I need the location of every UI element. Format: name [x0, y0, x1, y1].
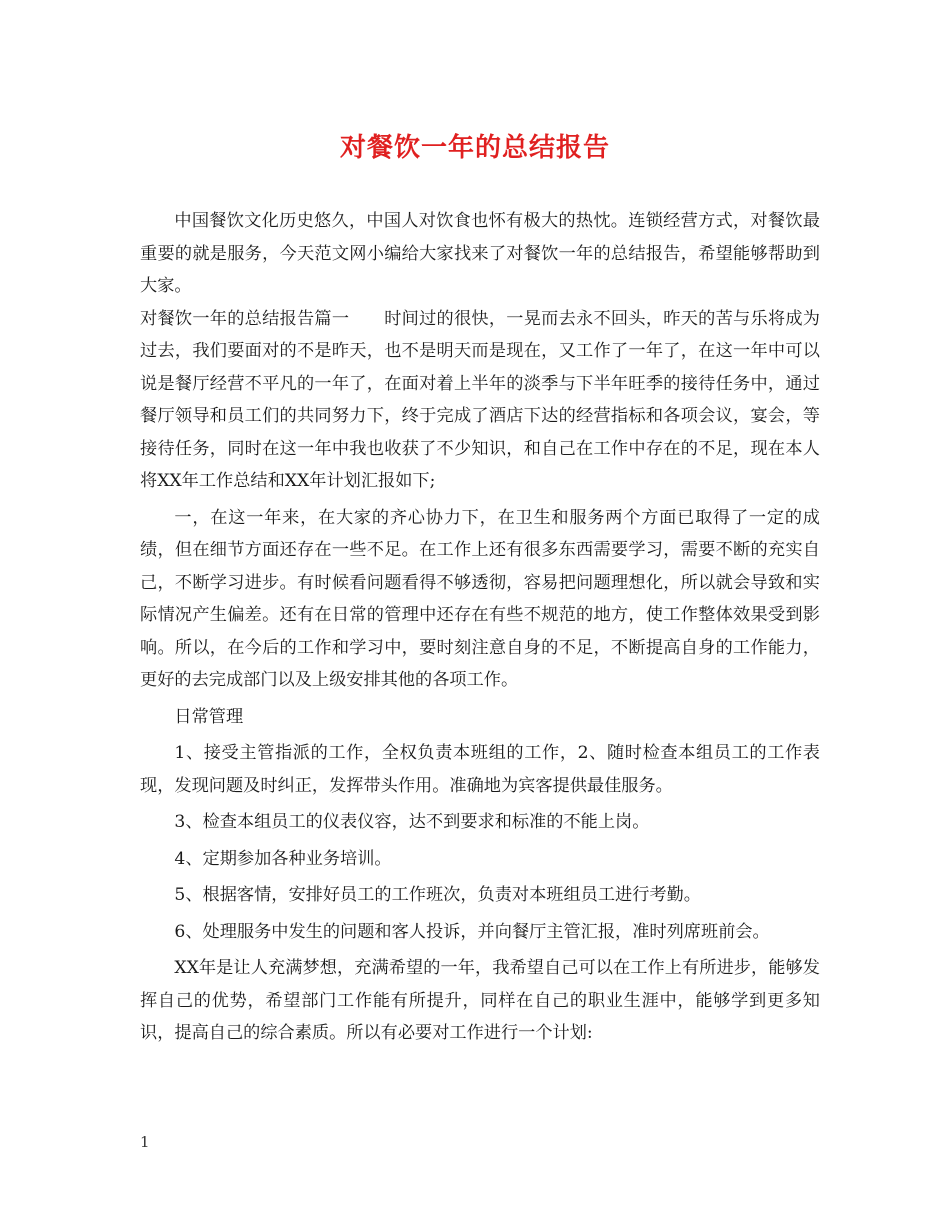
section-one-paragraph: 对餐饮一年的总结报告篇一 时间过的很快，一晃而去永不回头，昨天的苦与乐将成为过去，我们要面对的不是昨天，也不是明天而是现在，又工作了一年了，在这一年中可以说是餐厅经营不平凡的一年了，在面对着上半年的淡季与下半年旺季的接待任务中，通过餐厅领导和员工们的共同努力下，终于完成了酒店下达的经营指标和各项会议，宴会，等接待任务，同时在这一年中我也收获了不少知识，和自己在工作中存在的不足，现在本人将XX年工作总结和XX年计划汇报如下;	[140, 308, 820, 491]
list-item: 1、接受主管指派的工作，全权负责本班组的工作，2、随时检查本组员工的工作表现，发现问题及时纠正，发挥带头作用。准确地为宾客提供最佳服务。	[140, 743, 820, 796]
page-title: 对餐饮一年的总结报告	[339, 133, 610, 163]
page-number: 1	[140, 1133, 150, 1151]
list-item: 3、检查本组员工的仪表仪容，达不到要求和标准的不能上岗。	[174, 812, 650, 832]
list-item: 4、定期参加各种业务培训。	[174, 848, 392, 869]
plan-paragraph: XX年是让人充满梦想，充满希望的一年，我希望自己可以在工作上有所进步，能够发挥自己的优势，希望部门工作能有所提升，同样在自己的职业生涯中，能够学到更多知识，提高自己的综合素质。所以有必要对工作进行一个计划:	[140, 958, 820, 1043]
list-item: 6、处理服务中发生的问题和客人投诉，并向餐厅主管汇报，准时列席班前会。	[174, 921, 770, 942]
summary-paragraph: 一，在这一年来，在大家的齐心协力下，在卫生和服务两个方面已取得了一定的成绩，但在细节方面还存在一些不足。在工作上还有很多东西需要学习，需要不断的充实自己，不断学习进步。有时候看问题看得不够透彻，容易把问题理想化，所以就会导致和实际情况产生偏差。还有在日常的管理中还存在有些不规范的地方，使工作整体效果受到影响。所以，在今后的工作和学习中，要时刻注意自身的不足，不断提高自身的工作能力，更好的去完成部门以及上级安排其他的各项工作。	[140, 507, 820, 690]
document-body	[140, 205, 820, 1050]
intro-paragraph: 中国餐饮文化历史悠久，中国人对饮食也怀有极大的热忱。连锁经营方式，对餐饮最重要的就是服务，今天范文网小编给大家找来了对餐饮一年的总结报告，希望能够帮助到大家。	[140, 211, 820, 296]
list-item: 5、根据客情，安排好员工的工作班次，负责对本班组员工进行考勤。	[174, 885, 701, 905]
daily-management-heading: 日常管理	[174, 706, 244, 727]
